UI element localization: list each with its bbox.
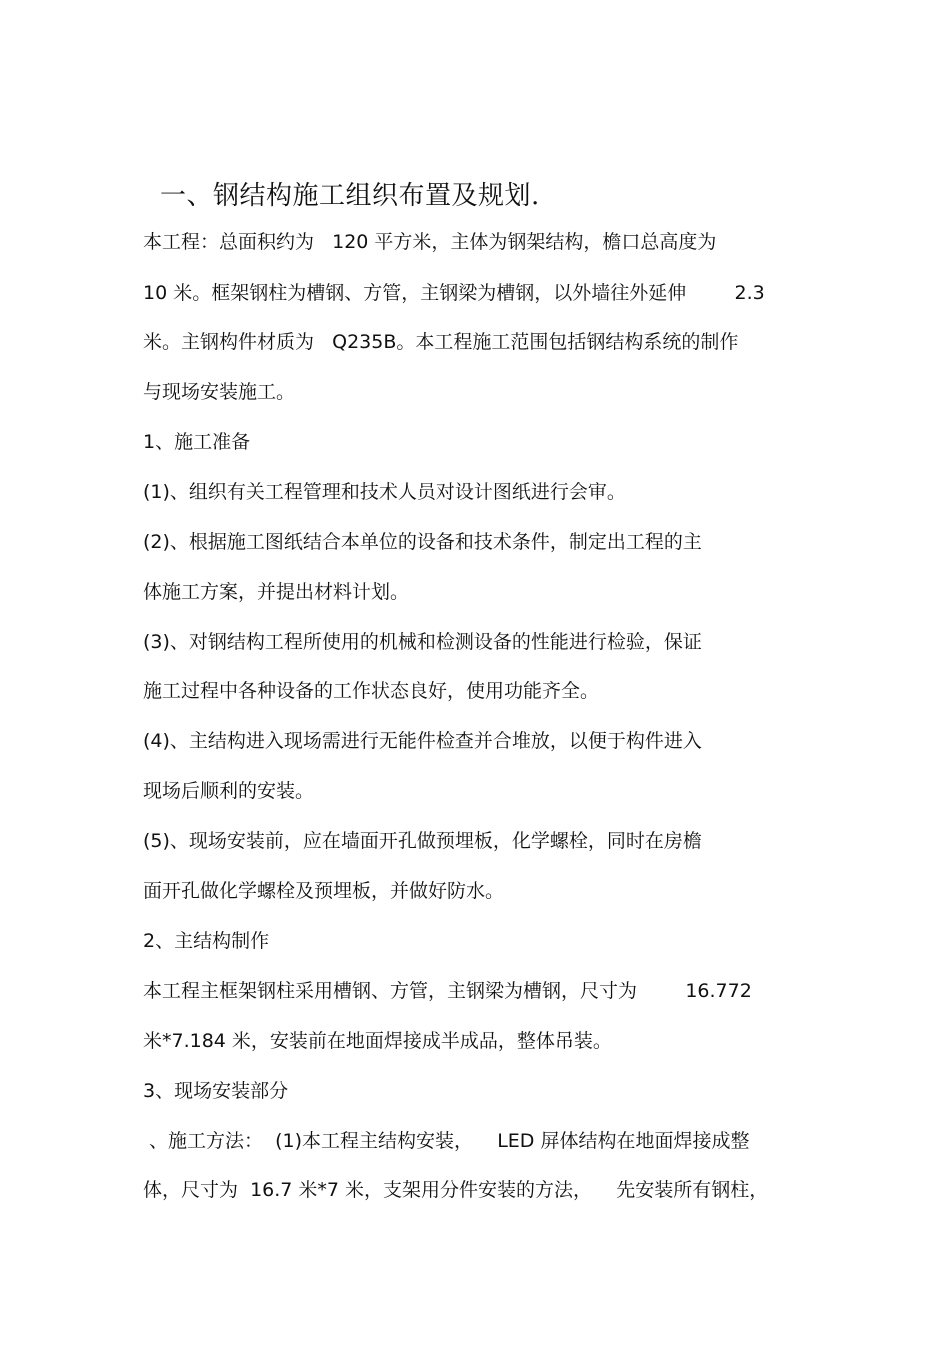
paragraph-line: 、施工方法： (1)本工程主结构安装， LED 屏体结构在地面焊接成整 [143,1130,750,1152]
list-item-continuation: 施工过程中各种设备的工作状态良好，使用功能齐全。 [143,680,600,702]
subsection-heading: 3、现场安装部分 [143,1080,289,1102]
paragraph-line: 本工程：总面积约为 120 平方米，主体为钢架结构，檐口总高度为 [143,231,717,253]
paragraph-line: 与现场安装施工。 [143,381,296,403]
list-item: (3)、对钢结构工程所使用的机械和检测设备的性能进行检验，保证 [143,631,702,653]
subsection-heading: 2、主结构制作 [143,930,270,952]
section-heading: 一、钢结构施工组织布置及规划. [160,181,540,211]
list-item: (1)、组织有关工程管理和技术人员对设计图纸进行会审。 [143,481,626,503]
list-item-continuation: 现场后顺利的安装。 [143,780,315,802]
list-item: (5)、现场安装前，应在墙面开孔做预埋板，化学螺栓，同时在房檐 [143,830,702,852]
list-item-continuation: 体施工方案，并提出材料计划。 [143,581,410,603]
paragraph-line: 米。主钢构件材质为 Q235B。本工程施工范围包括钢结构系统的制作 [143,331,739,353]
paragraph-line: 本工程主框架钢柱采用槽钢、方管，主钢梁为槽钢，尺寸为 16.772 [143,980,752,1002]
paragraph-line: 体，尺寸为 16.7 米*7 米，支架用分件安装的方法， 先安装所有钢柱， [143,1179,769,1201]
subsection-heading: 1、施工准备 [143,431,251,453]
paragraph-line: 10 米。框架钢柱为槽钢、方管，主钢梁为槽钢，以外墙往外延伸 2.3 [143,282,765,304]
list-item: (4)、主结构进入现场需进行无能件检查并合堆放，以便于构件进入 [143,730,702,752]
list-item-continuation: 面开孔做化学螺栓及预埋板，并做好防水。 [143,880,505,902]
paragraph-line: 米*7.184 米，安装前在地面焊接成半成品，整体吊装。 [143,1030,612,1052]
list-item: (2)、根据施工图纸结合本单位的设备和技术条件，制定出工程的主 [143,531,702,553]
